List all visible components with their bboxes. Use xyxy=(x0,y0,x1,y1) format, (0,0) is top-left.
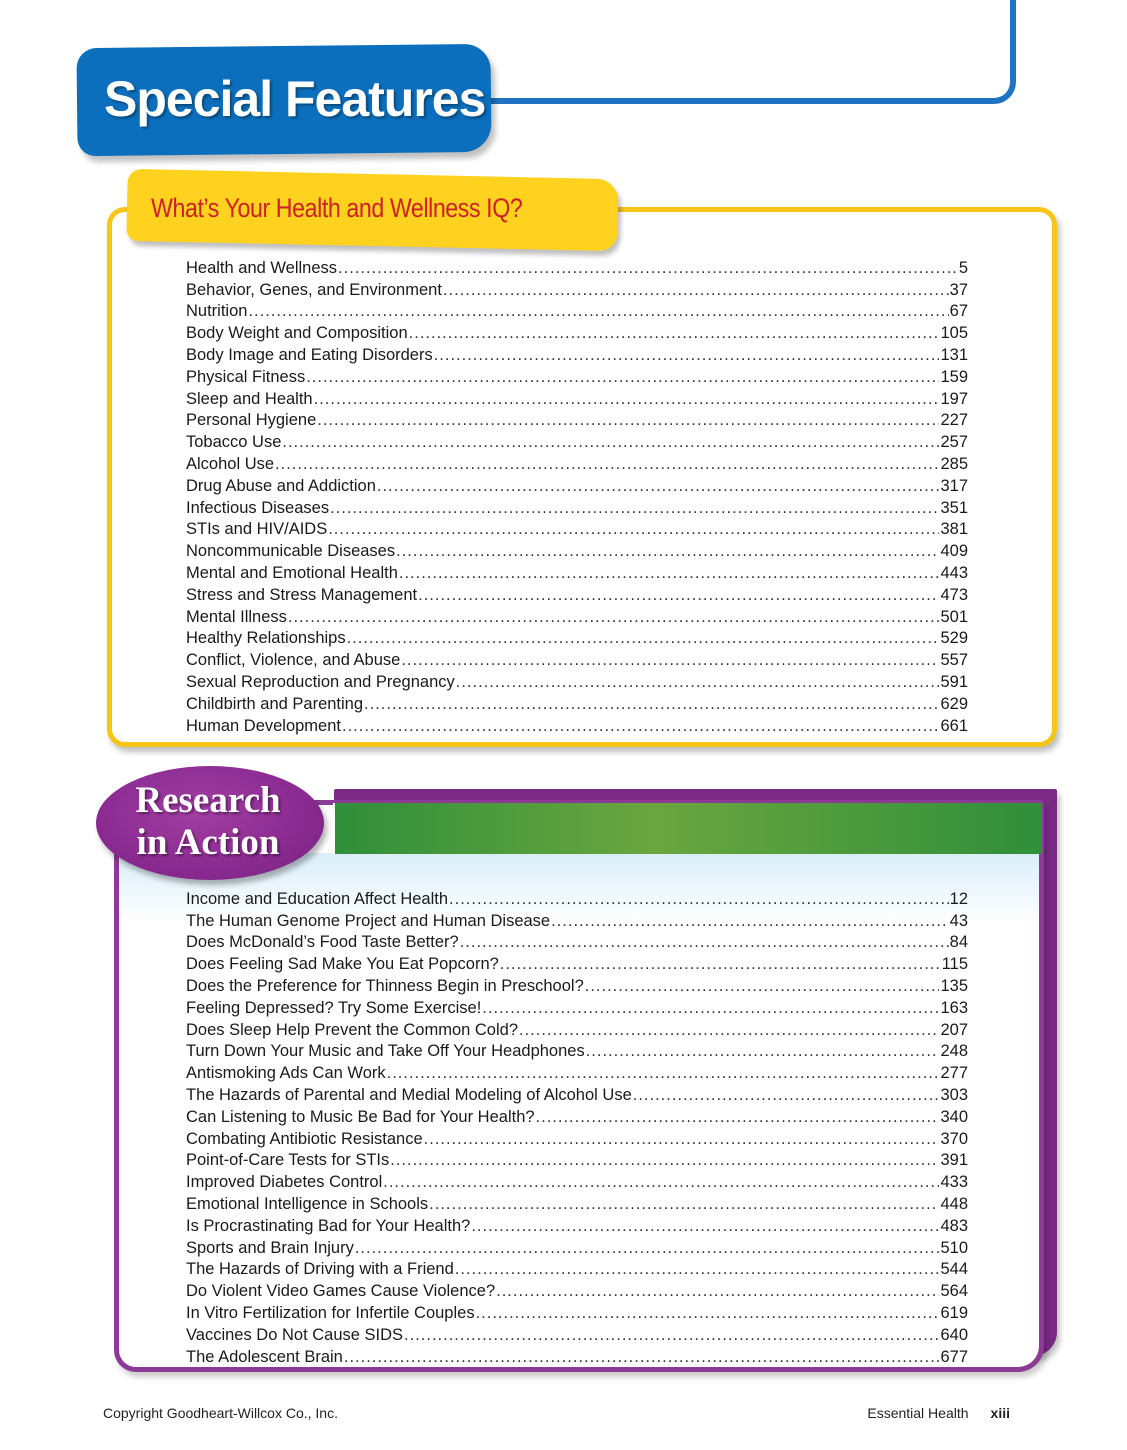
toc-entry-page: 448 xyxy=(940,1194,968,1213)
toc-entry-title: Noncommunicable Diseases xyxy=(186,542,396,561)
toc-entry-page: 12 xyxy=(949,889,968,908)
toc-entry[interactable] xyxy=(186,1323,968,1345)
toc-entry-page: 303 xyxy=(940,1085,968,1104)
toc-entry-title: Do Violent Video Games Cause Violence? xyxy=(186,1282,496,1301)
toc-entry-page: 591 xyxy=(940,672,968,691)
research-toc-list xyxy=(186,887,968,1367)
toc-leader-dots xyxy=(585,977,940,996)
toc-entry[interactable] xyxy=(186,409,968,431)
toc-entry[interactable] xyxy=(186,1192,968,1214)
toc-leader-dots xyxy=(434,346,940,365)
toc-entry-title: Infectious Diseases xyxy=(186,498,330,517)
toc-leader-dots xyxy=(482,999,939,1018)
toc-entry-page: 197 xyxy=(940,389,968,408)
toc-entry[interactable] xyxy=(186,648,968,670)
toc-entry-page: 661 xyxy=(940,716,968,735)
toc-entry[interactable] xyxy=(186,1061,968,1083)
toc-entry-title: Nutrition xyxy=(186,302,248,321)
toc-entry[interactable] xyxy=(186,627,968,649)
research-section-green-bar xyxy=(333,803,1042,854)
toc-entry-page: 501 xyxy=(940,607,968,626)
toc-entry[interactable] xyxy=(186,561,968,583)
toc-leader-dots xyxy=(330,499,939,518)
toc-entry-page: 317 xyxy=(940,476,968,495)
toc-entry-title: In Vitro Fertilization for Infertile Couples xyxy=(186,1303,475,1322)
toc-entry-page: 370 xyxy=(940,1129,968,1148)
toc-entry-title: The Adolescent Brain xyxy=(186,1347,343,1366)
toc-entry-page: 131 xyxy=(940,345,968,364)
toc-entry-title: Can Listening to Music Be Bad for Your Health? xyxy=(186,1107,535,1126)
toc-entry[interactable] xyxy=(186,365,968,387)
toc-entry-page: 629 xyxy=(940,694,968,713)
toc-entry[interactable] xyxy=(186,430,968,452)
toc-entry-title: Tobacco Use xyxy=(186,433,282,452)
toc-entry-page: 37 xyxy=(949,280,968,299)
toc-leader-dots xyxy=(496,1282,939,1301)
toc-entry-page: 544 xyxy=(940,1260,968,1279)
toc-entry[interactable] xyxy=(186,452,968,474)
toc-entry-title: Turn Down Your Music and Take Off Your Headphones xyxy=(186,1042,585,1061)
toc-leader-dots xyxy=(519,1021,939,1040)
toc-leader-dots xyxy=(456,673,940,692)
toc-entry-title: Personal Hygiene xyxy=(186,411,317,430)
toc-entry-page: 227 xyxy=(940,411,968,430)
toc-entry[interactable] xyxy=(186,887,968,909)
toc-leader-dots xyxy=(306,368,939,387)
toc-entry[interactable] xyxy=(186,343,968,365)
toc-entry-title: Does McDonald’s Food Taste Better? xyxy=(186,933,459,952)
toc-leader-dots xyxy=(455,1260,940,1279)
toc-entry-page: 409 xyxy=(940,542,968,561)
toc-entry[interactable] xyxy=(186,1040,968,1062)
toc-entry-title: Stress and Stress Management xyxy=(186,585,418,604)
toc-entry-page: 381 xyxy=(940,520,968,539)
toc-leader-dots xyxy=(347,629,940,648)
toc-entry-title: Childbirth and Parenting xyxy=(186,694,364,713)
toc-entry-page: 135 xyxy=(940,976,968,995)
toc-entry[interactable] xyxy=(186,1018,968,1040)
toc-entry-page: 510 xyxy=(940,1238,968,1257)
toc-entry-title: Drug Abuse and Addiction xyxy=(186,476,376,495)
toc-leader-dots xyxy=(338,259,958,278)
toc-leader-dots xyxy=(586,1042,940,1061)
toc-leader-dots xyxy=(536,1108,940,1127)
toc-entry[interactable] xyxy=(186,996,968,1018)
toc-entry-title: Does Sleep Help Prevent the Common Cold? xyxy=(186,1020,519,1039)
toc-entry[interactable] xyxy=(186,1127,968,1149)
toc-entry[interactable] xyxy=(186,300,968,322)
toc-entry-page: 564 xyxy=(940,1282,968,1301)
toc-entry-title: Alcohol Use xyxy=(186,454,275,473)
toc-entry-page: 557 xyxy=(940,651,968,670)
toc-leader-dots xyxy=(317,411,939,430)
toc-entry-title: Emotional Intelligence in Schools xyxy=(186,1194,429,1213)
toc-entry-title: Combating Antibiotic Resistance xyxy=(186,1129,423,1148)
toc-entry-title: Body Weight and Composition xyxy=(186,324,408,343)
toc-leader-dots xyxy=(471,1217,939,1236)
toc-entry[interactable] xyxy=(186,539,968,561)
toc-entry[interactable] xyxy=(186,931,968,953)
toc-entry[interactable] xyxy=(186,1214,968,1236)
toc-entry-title: Conflict, Violence, and Abuse xyxy=(186,651,401,670)
toc-leader-dots xyxy=(424,1130,940,1149)
toc-leader-dots xyxy=(275,455,939,474)
toc-leader-dots xyxy=(409,324,940,343)
toc-entry-page: 67 xyxy=(949,302,968,321)
toc-entry[interactable] xyxy=(186,387,968,409)
toc-entry[interactable] xyxy=(186,518,968,540)
toc-leader-dots xyxy=(418,586,939,605)
page-title: Special Features xyxy=(104,71,486,127)
toc-entry-title: Income and Education Affect Health xyxy=(186,889,449,908)
toc-leader-dots xyxy=(551,912,949,931)
toc-leader-dots xyxy=(342,717,939,736)
toc-entry-title: Health and Wellness xyxy=(186,258,338,277)
toc-leader-dots xyxy=(390,1151,939,1170)
toc-entry-page: 257 xyxy=(940,433,968,452)
toc-entry[interactable] xyxy=(186,909,968,931)
toc-entry-title: The Hazards of Parental and Medial Modeling of Alcohol Use xyxy=(186,1085,632,1104)
toc-entry-title: Improved Diabetes Control xyxy=(186,1173,383,1192)
toc-entry-title: Vaccines Do Not Cause SIDS xyxy=(186,1325,404,1344)
toc-leader-dots xyxy=(396,542,939,561)
toc-entry-page: 248 xyxy=(940,1042,968,1061)
toc-leader-dots xyxy=(377,477,940,496)
toc-entry-page: 159 xyxy=(940,367,968,386)
toc-entry-title: Sleep and Health xyxy=(186,389,313,408)
research-title-line2: in Action xyxy=(136,822,280,863)
toc-leader-dots xyxy=(399,564,940,583)
toc-entry-title: Point-of-Care Tests for STIs xyxy=(186,1151,390,1170)
toc-entry-title: Sexual Reproduction and Pregnancy xyxy=(186,672,455,691)
research-section-title xyxy=(108,780,308,864)
toc-entry-title: Mental and Emotional Health xyxy=(186,563,398,582)
toc-entry-page: 640 xyxy=(940,1325,968,1344)
toc-leader-dots xyxy=(500,955,941,974)
toc-entry[interactable] xyxy=(186,670,968,692)
toc-entry-page: 84 xyxy=(949,933,968,952)
toc-entry[interactable] xyxy=(186,1258,968,1280)
toc-entry-title: Does Feeling Sad Make You Eat Popcorn? xyxy=(186,955,499,974)
toc-entry-title: Human Development xyxy=(186,716,341,735)
footer-copyright: Copyright Goodheart-Willcox Co., Inc. xyxy=(103,1405,338,1421)
toc-entry-page: 391 xyxy=(940,1151,968,1170)
toc-leader-dots xyxy=(314,390,940,409)
toc-entry-title: Antismoking Ads Can Work xyxy=(186,1064,386,1083)
footer-book-title: Essential Health xyxy=(867,1405,969,1421)
toc-entry-title: Does the Preference for Thinness Begin in Preschool? xyxy=(186,976,584,995)
toc-entry-page: 5 xyxy=(958,258,968,277)
toc-entry[interactable] xyxy=(186,496,968,518)
toc-entry[interactable] xyxy=(186,1301,968,1323)
toc-leader-dots xyxy=(633,1086,940,1105)
toc-entry-title: Healthy Relationships xyxy=(186,629,346,648)
toc-entry-page: 163 xyxy=(940,998,968,1017)
toc-entry[interactable] xyxy=(186,256,968,278)
toc-leader-dots xyxy=(429,1195,939,1214)
iq-section-title: What’s Your Health and Wellness IQ? xyxy=(151,193,523,223)
toc-entry-page: 473 xyxy=(940,585,968,604)
toc-entry-page: 351 xyxy=(940,498,968,517)
toc-entry-page: 285 xyxy=(940,454,968,473)
toc-entry[interactable] xyxy=(186,1236,968,1258)
toc-entry-page: 43 xyxy=(949,911,968,930)
toc-entry[interactable] xyxy=(186,1149,968,1171)
toc-entry-page: 443 xyxy=(940,563,968,582)
footer-right xyxy=(867,1405,1010,1421)
toc-leader-dots xyxy=(404,1326,939,1345)
toc-entry-page: 340 xyxy=(940,1107,968,1126)
toc-entry-page: 105 xyxy=(940,324,968,343)
toc-leader-dots xyxy=(364,695,939,714)
toc-leader-dots xyxy=(282,433,939,452)
toc-entry-title: STIs and HIV/AIDS xyxy=(186,520,328,539)
toc-entry-page: 115 xyxy=(941,955,968,974)
toc-leader-dots xyxy=(387,1064,940,1083)
toc-entry-page: 483 xyxy=(940,1216,968,1235)
toc-entry[interactable] xyxy=(186,1170,968,1192)
toc-entry-page: 277 xyxy=(940,1064,968,1083)
toc-entry-title: Sports and Brain Injury xyxy=(186,1238,354,1257)
toc-leader-dots xyxy=(248,302,948,321)
toc-entry-title: Behavior, Genes, and Environment xyxy=(186,280,442,299)
toc-leader-dots xyxy=(449,890,949,909)
toc-entry[interactable] xyxy=(186,952,968,974)
toc-entry-title: Mental Illness xyxy=(186,607,287,626)
toc-leader-dots xyxy=(383,1173,939,1192)
toc-entry-page: 619 xyxy=(940,1303,968,1322)
iq-toc-list xyxy=(186,256,968,736)
toc-entry[interactable] xyxy=(186,1083,968,1105)
toc-entry[interactable] xyxy=(186,605,968,627)
research-title-line1: Research xyxy=(135,780,281,821)
toc-entry-page: 529 xyxy=(940,629,968,648)
toc-leader-dots xyxy=(355,1239,940,1258)
toc-entry-title: Body Image and Eating Disorders xyxy=(186,345,433,364)
toc-leader-dots xyxy=(460,933,949,952)
toc-entry[interactable] xyxy=(186,278,968,300)
toc-entry-page: 433 xyxy=(940,1173,968,1192)
toc-entry[interactable] xyxy=(186,1105,968,1127)
toc-leader-dots xyxy=(476,1304,940,1323)
toc-entry-title: Physical Fitness xyxy=(186,367,306,386)
toc-entry-page: 207 xyxy=(940,1020,968,1039)
toc-entry[interactable] xyxy=(186,1345,968,1367)
toc-entry[interactable] xyxy=(186,474,968,496)
toc-entry-title: The Hazards of Driving with a Friend xyxy=(186,1260,454,1279)
toc-leader-dots xyxy=(344,1348,940,1367)
toc-leader-dots xyxy=(328,520,939,539)
toc-leader-dots xyxy=(288,608,940,627)
toc-entry-title: Feeling Depressed? Try Some Exercise! xyxy=(186,998,482,1017)
toc-entry[interactable] xyxy=(186,714,968,736)
toc-entry-title: Is Procrastinating Bad for Your Health? xyxy=(186,1216,471,1235)
toc-entry[interactable] xyxy=(186,692,968,714)
toc-leader-dots xyxy=(401,651,939,670)
toc-entry[interactable] xyxy=(186,1279,968,1301)
toc-leader-dots xyxy=(443,281,949,300)
toc-entry[interactable] xyxy=(186,974,968,996)
toc-entry-page: 677 xyxy=(940,1347,968,1366)
toc-entry[interactable] xyxy=(186,321,968,343)
toc-entry-title: The Human Genome Project and Human Disease xyxy=(186,911,551,930)
footer-page-number: xiii xyxy=(990,1405,1010,1421)
toc-entry[interactable] xyxy=(186,583,968,605)
